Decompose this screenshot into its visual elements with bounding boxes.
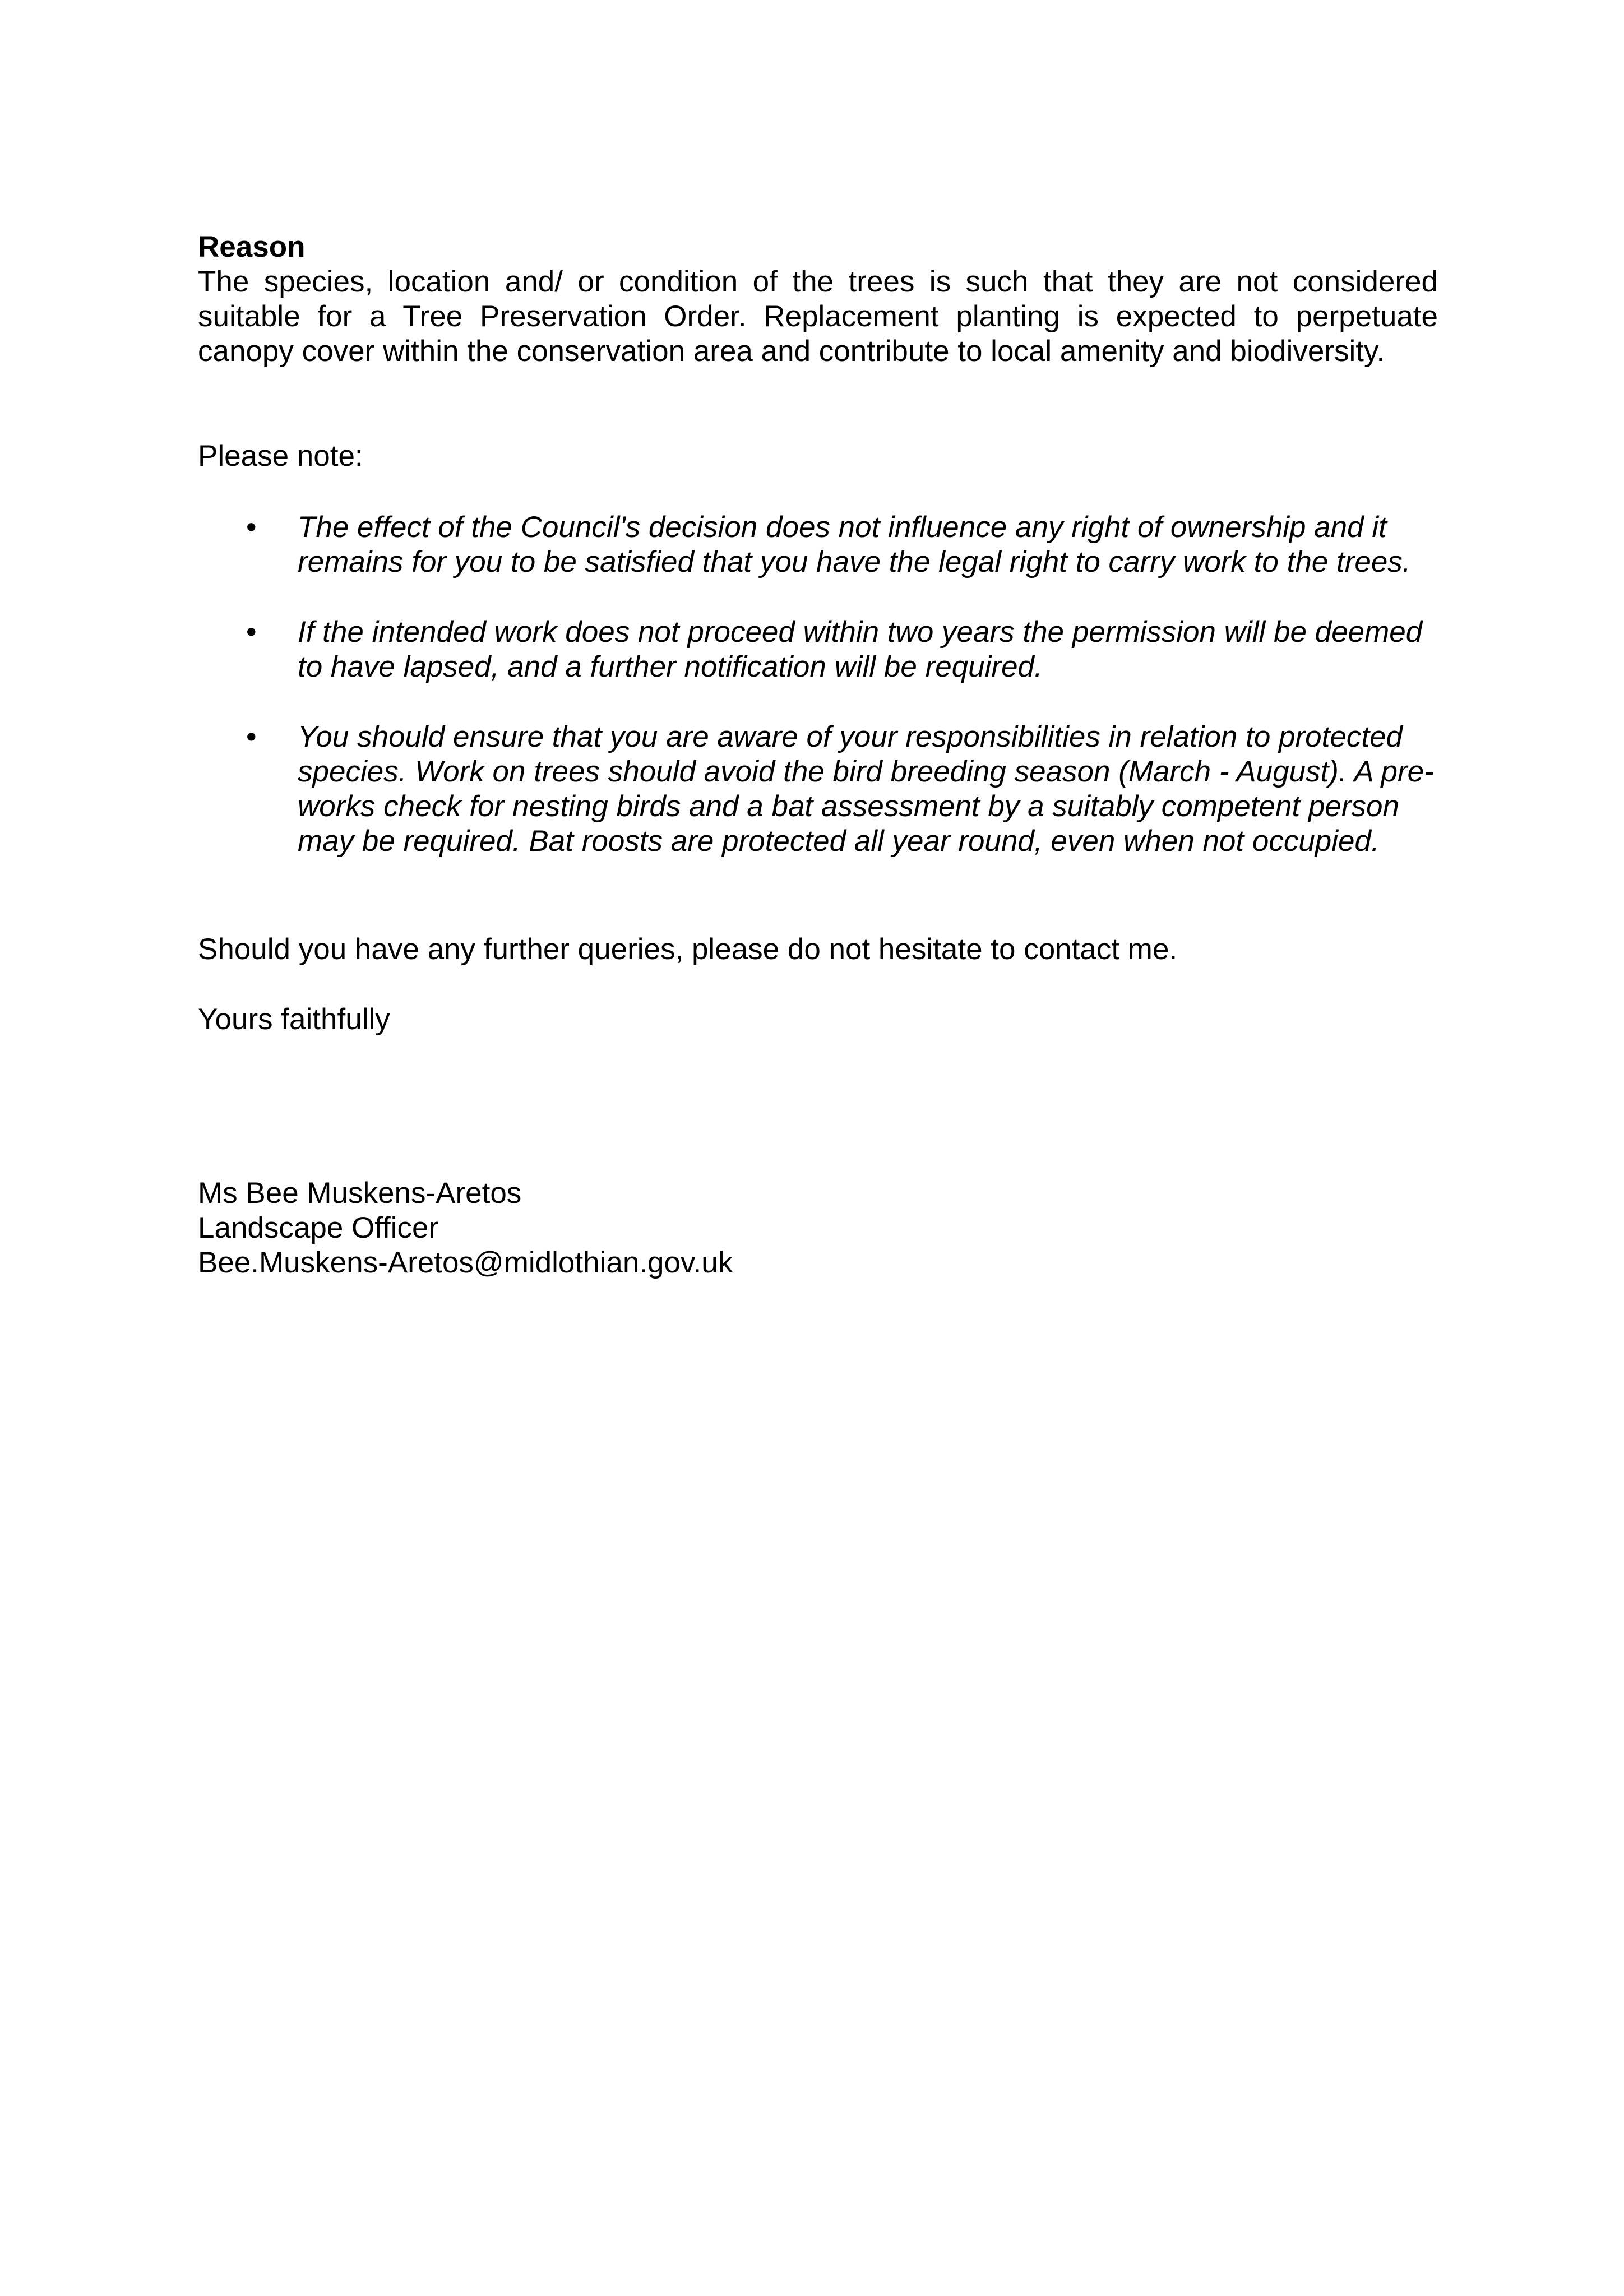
note-text: You should ensure that you are aware of your responsibilities in relation to protected species. Work on trees should avoid the bird breeding season (March - August). A pre-works check for nesting birds and a bat assessment by a suitably competent person may be required. Bat roosts are protected all year round, even when not occupied. xyxy=(298,720,1434,858)
reason-section xyxy=(198,230,1438,369)
note-text: If the intended work does not proceed within two years the permission will be deemed to have lapsed, and a further notification will be required. xyxy=(298,615,1423,683)
closing-salutation: Yours faithfully xyxy=(198,1003,390,1036)
note-item xyxy=(198,615,1438,684)
reason-heading: Reason xyxy=(198,230,306,263)
letter-body xyxy=(198,230,1438,1279)
bullet-icon: • xyxy=(246,511,257,544)
signatory-email: Bee.Muskens-Aretos@midlothian.gov.uk xyxy=(198,1246,733,1279)
note-label: Please note: xyxy=(198,439,363,473)
signature-block xyxy=(198,1176,733,1280)
queries-paragraph: Should you have any further queries, please do not hesitate to contact me. xyxy=(198,933,1178,966)
bullet-icon: • xyxy=(246,720,257,753)
note-text: The effect of the Council's decision does not influence any right of ownership and it remains for you to be satisfied that you have the legal right to carry work to the trees. xyxy=(298,511,1411,578)
signatory-role: Landscape Officer xyxy=(198,1211,439,1244)
reason-text: The species, location and/ or condition of the trees is such that they are not considered suitable for a Tree Preservation Order. Replacement planting is expected to perpetuate canopy cover within the conservation area and contribute to local amenity and biodiversity. xyxy=(198,265,1438,368)
note-item xyxy=(198,510,1438,580)
notes-list xyxy=(198,510,1438,894)
signatory-name: Ms Bee Muskens-Aretos xyxy=(198,1177,522,1210)
bullet-icon: • xyxy=(246,615,257,649)
note-item xyxy=(198,720,1438,859)
